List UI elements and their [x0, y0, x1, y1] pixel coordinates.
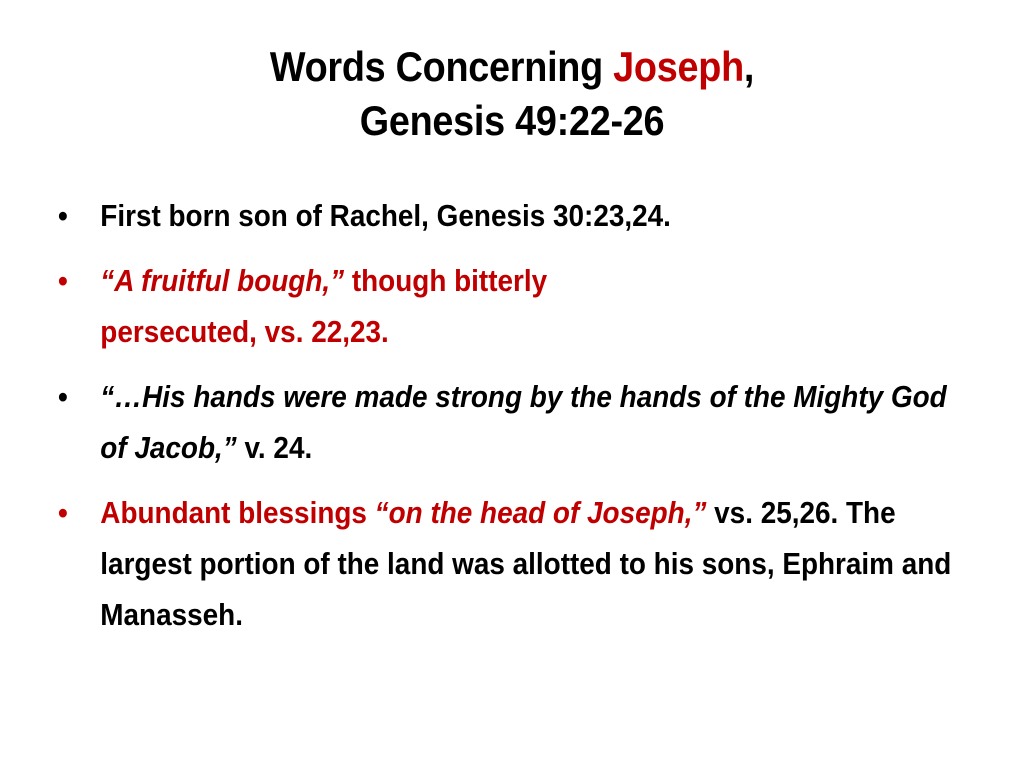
bullet-1-text: First born son of Rachel, Genesis 30:23,24. — [100, 198, 671, 233]
bullet-item-4 — [58, 487, 967, 640]
title-line-2: Genesis 49:22-26 — [359, 97, 665, 144]
bullet-icon: • — [58, 495, 68, 530]
bullet-item-1 — [58, 190, 967, 241]
bullet-4-text: vs. 25,26. The largest portion of the land was allotted to his sons, Ephraim and Manasseh. — [100, 495, 952, 632]
title-highlight-joseph: Joseph — [613, 43, 744, 90]
bullet-list — [58, 190, 967, 654]
bullet-4-lead: Abundant blessings — [100, 495, 375, 530]
bullet-icon: • — [58, 379, 68, 414]
bullet-icon: • — [58, 263, 68, 298]
bullet-2-text-b: persecuted, vs. 22,23. — [100, 314, 389, 349]
bullet-2-quote: “A fruitful bough,” — [100, 263, 345, 298]
title-line-1 — [51, 40, 973, 94]
bullet-icon: • — [58, 198, 68, 233]
bullet-4-quote: “on the head of Joseph,” — [374, 495, 707, 530]
bullet-3-quote: “…His hands were made strong by the hands of the Mighty God of Jacob,” — [100, 379, 947, 465]
bullet-item-2 — [58, 255, 967, 357]
bullet-item-3 — [58, 371, 967, 473]
title-prefix: Words Concerning — [269, 43, 614, 90]
slide-title — [51, 40, 973, 148]
bullet-3-text: v. 24. — [236, 430, 313, 465]
bullet-2-text-a: though bitterly — [344, 263, 548, 298]
title-suffix: , — [743, 43, 755, 90]
